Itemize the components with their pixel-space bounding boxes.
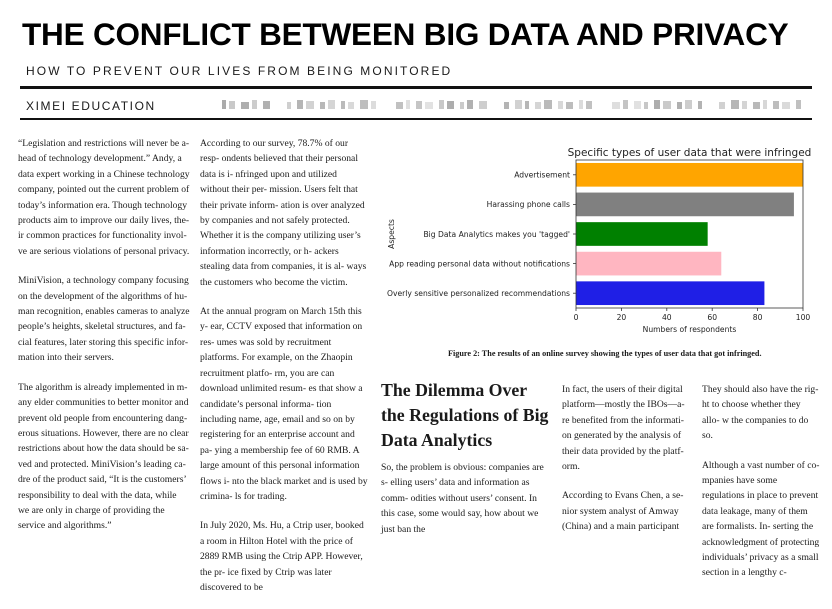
publisher-name: XIMEI EDUCATION: [26, 99, 156, 113]
paragraph: Although a vast number of co- mpanies have some regulations in place to prevent data leakage, many of them are formalists. In- serting the acknowledgment of protecting individuals’ privacy as a small section in a lengthy c-: [702, 459, 820, 579]
x-tick-label: 0: [573, 313, 579, 322]
top-rule: [20, 86, 812, 89]
page-title: THE CONFLICT BETWEEN BIG DATA AND PRIVACY: [22, 16, 789, 52]
paragraph: MiniVision, a technology company focusing on the development of the algorithms of hu- man recognition, enables cameras to analyze people’s heights, skeletal structures, and fa- cial features, later storing this specific infor- mation into their servers.: [18, 275, 190, 364]
paragraph: In July 2020, Ms. Hu, a Ctrip user, booked a room in Hilton Hotel with the price of 2889 RMB using the Ctrip APP. However, the pr- ice fixed by Ctrip was later discovered to be: [200, 520, 364, 593]
header-rule: [20, 118, 812, 120]
redacted-text-strip: [222, 99, 807, 111]
paragraph: “Legislation and restrictions will never be a- head of technology development.” Andy, a data expert working in a Chinese technology company, pointed out the current problem of today’s information era. Though technology products aim to improve our daily lives, the- ir common practices for functionality invol- ve are serious violations of personal privacy.: [18, 138, 190, 257]
paragraph: According to our survey, 78.7% of our resp- ondents believed that their personal data is i- nfringed upon and utilized without their per- mission. Users felt that their private inform- ation is over analyzed by companies and not safely protected. Whether it is the company utilizing user’s information incorrectly, or h- ackers stealing data from companies, it is al- ways the customers who become the victim.: [200, 138, 367, 288]
x-tick-label: 60: [707, 313, 718, 322]
survey-bar-chart: [380, 140, 820, 345]
y-tick-label: Overly sensitive personalized recommendations: [387, 289, 570, 298]
paragraph: In fact, the users of their digital platform—mostly the IBOs—a- re benefited from the informati- on generated by the analysis of their data provided by the platf- orm.: [562, 384, 685, 473]
x-tick-label: 80: [752, 313, 763, 322]
paragraph: At the annual program on March 15th this y- ear, CCTV exposed that information on res- umes was sold by recruitment platforms. For example, on the Zhaopin recruitment platfo- rm, you are can download unlimited resum- es that show a candidate’s personal informa- tion including name, age, email and so on by registering for an enterprise account and pa- ying a membership fee of 60 RMB. A large amount of this personal information flows i- nto the black market and is used by crimina- ls for trading.: [200, 306, 368, 502]
paragraph: The algorithm is already implemented in m- any elder communities to better monitor and prevent old people from encountering dang- erous situations. However, there are no clear restrictions about how the data should be sa- ved and protected. MiniVision’s leading ca- dre of the product said, “It is the customers’ responsibility to deal with the data, while we are only in charge of providing the service and algorithms.”: [18, 381, 189, 532]
chart-bar: [576, 252, 721, 276]
figure-caption: Figure 2: The results of an online survey showing the types of user data that got infringed.: [448, 349, 762, 358]
chart-bar: [576, 281, 764, 305]
article-column-5: [702, 382, 820, 595]
paragraph: They should also have the rig- ht to choose whether they allo- w the companies to do so.: [702, 384, 819, 442]
chart-bar: [576, 193, 794, 217]
y-axis-label: Aspects: [387, 219, 396, 249]
x-tick-label: 40: [661, 313, 672, 322]
y-tick-label: Advertisement: [514, 170, 570, 180]
paragraph: According to Evans Chen, a se- nior system analyst of Amway (China) and a main participant: [562, 490, 684, 533]
y-tick-label: Big Data Analytics makes you 'tagged': [423, 229, 570, 239]
y-tick-label: App reading personal data without notifications: [389, 259, 570, 269]
article-column-1: [18, 136, 190, 548]
chart-bar: [576, 163, 803, 187]
paragraph: So, the problem is obvious: companies are s- elling users’ data and information as comm- odities without users’ consent. In this case, some would say, how about we just ban the: [381, 462, 544, 535]
article-column-2: [200, 136, 368, 609]
article-column-3: [381, 460, 547, 551]
x-tick-label: 20: [616, 313, 627, 322]
chart-title: Specific types of user data that were infringed: [567, 147, 812, 159]
page-subtitle: HOW TO PREVENT OUR LIVES FROM BEING MONITORED: [26, 64, 453, 78]
x-tick-label: 100: [795, 313, 811, 322]
x-axis-label: Numbers of respondents: [642, 325, 737, 334]
section-heading: The Dilemma Over the Regulations of Big Data Analytics: [381, 380, 549, 450]
y-tick-label: Harassing phone calls: [486, 200, 570, 210]
chart-bar: [576, 222, 708, 246]
